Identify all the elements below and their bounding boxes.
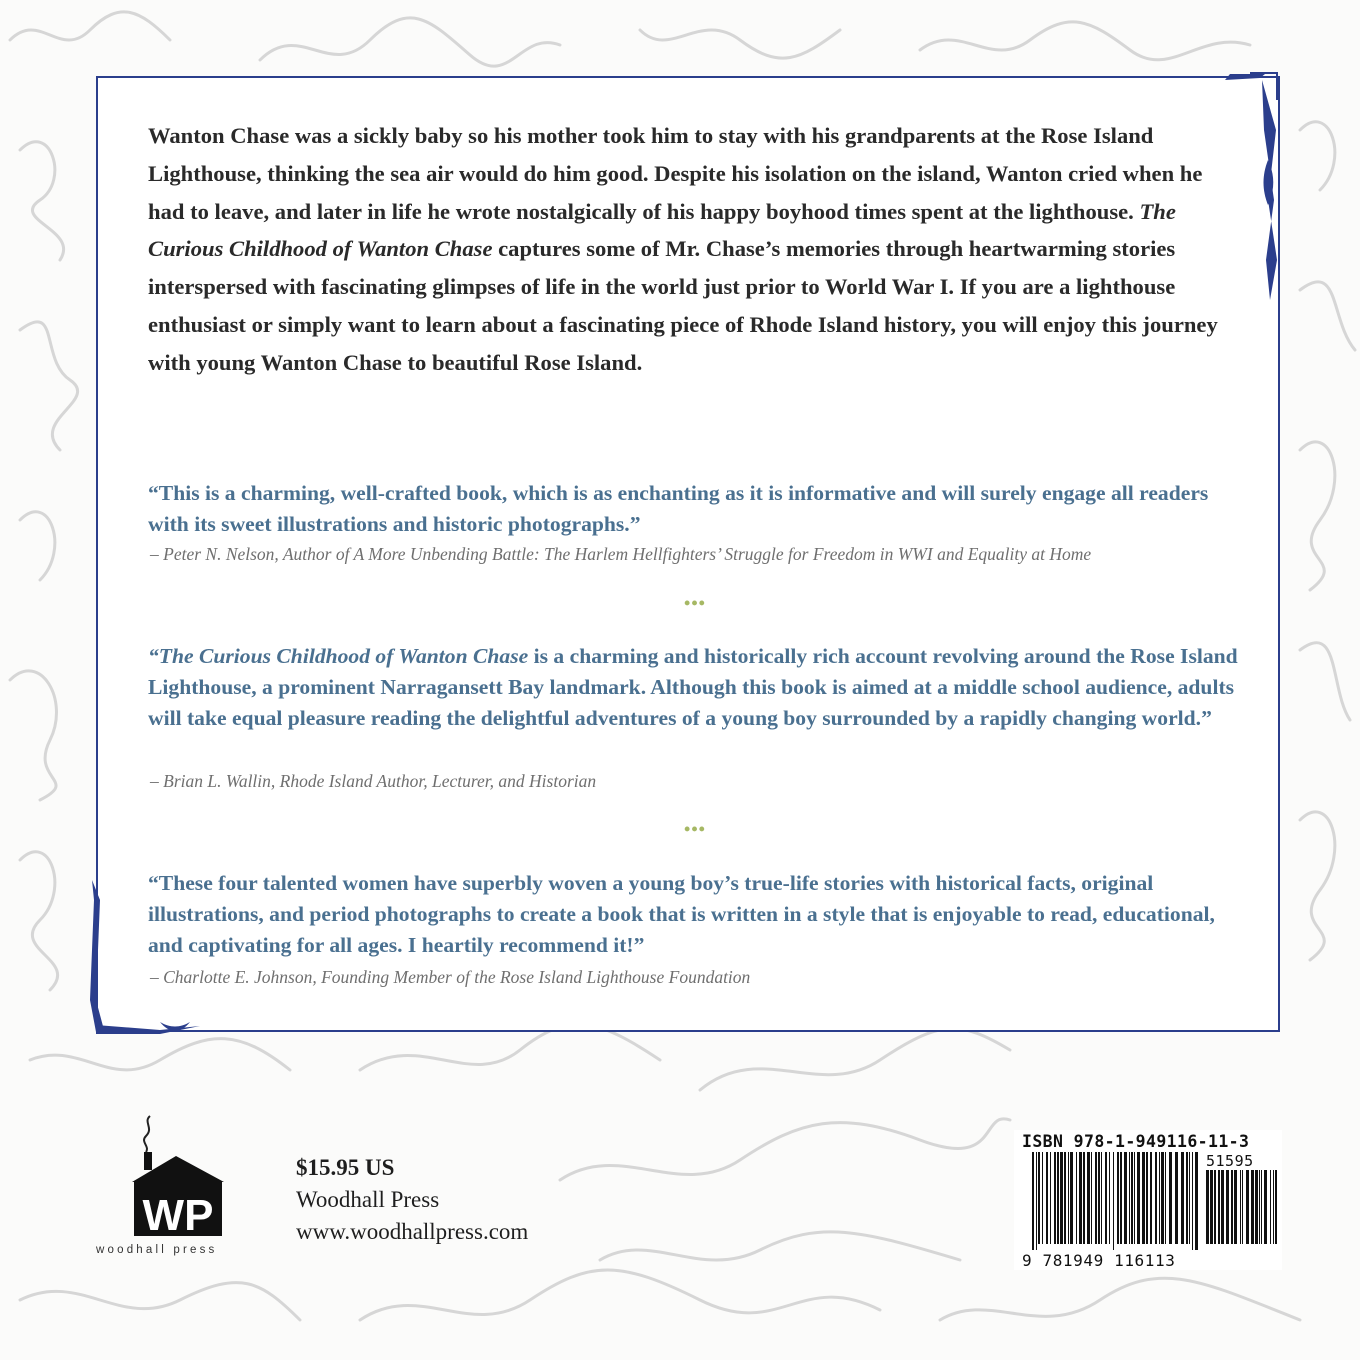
barcode-bar — [1255, 1170, 1258, 1244]
barcode-bar — [1259, 1170, 1260, 1244]
barcode-bar — [1231, 1170, 1233, 1244]
barcode-bar — [1206, 1170, 1209, 1244]
barcode-bar — [1214, 1170, 1216, 1244]
barcode-bar — [1095, 1152, 1097, 1244]
barcode-bar — [1036, 1152, 1037, 1250]
barcode-bar — [1251, 1170, 1254, 1244]
review-quote-2 — [148, 641, 1248, 734]
barcode-bar — [1155, 1152, 1157, 1244]
barcode-bar — [1032, 1152, 1034, 1250]
barcode-bar — [1226, 1170, 1229, 1244]
barcode-bar — [1218, 1170, 1220, 1244]
barcode-bar — [1273, 1170, 1274, 1244]
barcode-bar — [1169, 1152, 1172, 1244]
book-description-part2: captures some of Mr. Chase’s memories through heartwarming stories interspersed with fascinating glimpses of life in the world just prior to World War I. If you are a lighthouse enthusiast or simply want to learn about a fascinating piece of Rhode Island history, you will enjoy this journey with young Wanton Chase to beautiful Rose Island. — [148, 236, 1218, 375]
barcode-bar — [1046, 1152, 1048, 1244]
barcode-bar — [1181, 1152, 1184, 1244]
publisher-name: Woodhall Press — [296, 1187, 440, 1212]
barcode-digits: 9 781949 116113 — [1022, 1251, 1176, 1270]
isbn-text: ISBN 978-1-949116-11-3 — [1022, 1132, 1250, 1151]
barcode-bar — [1060, 1152, 1063, 1244]
barcode-bar — [1142, 1152, 1145, 1244]
review-quote-2-text: is a charming and historically rich account revolving around the Rose Island Lighthouse, a prominent Narragansett Bay landmark. Although this book is aimed at a middle school audience, adults will take equal pleasure reading the delightful adventures of a young boy surrounded by a rapidly changing world.” — [148, 644, 1238, 730]
barcode-bar — [1159, 1152, 1160, 1244]
barcode-bar — [1087, 1152, 1090, 1244]
barcode-bar — [1210, 1170, 1213, 1244]
separator-dots-2: ••• — [684, 819, 706, 839]
barcode-bar — [1109, 1152, 1110, 1244]
barcode-bar — [1079, 1152, 1082, 1244]
barcode-bar — [1113, 1152, 1114, 1250]
price-publisher-block — [296, 1152, 528, 1248]
price-code: 51595 — [1206, 1152, 1254, 1170]
barcode-bar — [1124, 1152, 1127, 1244]
barcode-bar — [1150, 1152, 1152, 1244]
barcode-bar — [1165, 1152, 1166, 1244]
barcode-bar — [1131, 1152, 1133, 1244]
barcode-bar — [1054, 1152, 1056, 1244]
barcode-bar — [1137, 1152, 1140, 1244]
review-attribution-3: – Charlotte E. Johnson, Founding Member of the Rose Island Lighthouse Foundation — [150, 967, 751, 987]
barcode-bar — [1240, 1170, 1241, 1244]
price: $15.95 US — [296, 1155, 395, 1180]
barcode-bar — [1134, 1152, 1135, 1244]
review-quote-1: “This is a charming, well-crafted book, which is as enchanting as it is informative and will surely engage all readers with its sweet illustrations and historic photographs.” — [148, 481, 1209, 536]
barcode-bar — [1042, 1152, 1043, 1244]
barcode-bar — [1064, 1152, 1066, 1244]
barcode-bar — [1120, 1152, 1122, 1244]
review-attribution-2: – Brian L. Wallin, Rhode Island Author, Lecturer, and Historian — [150, 771, 597, 791]
barcode-bar — [1068, 1152, 1069, 1244]
book-title-inline: The Curious Childhood of Wanton Chase — [148, 198, 1176, 262]
barcode-bar — [1057, 1152, 1059, 1244]
review-quote-2-title: “The Curious Childhood of Wanton Chase — [148, 644, 529, 668]
review-attribution-1: – Peter N. Nelson, Author of A More Unbending Battle: The Harlem Hellfighters’ Struggle for Freedom in WWI and Equality at Home — [150, 544, 1092, 564]
barcode-bar — [1264, 1170, 1267, 1244]
barcode-bar — [1038, 1152, 1040, 1244]
barcode-bar — [1076, 1152, 1077, 1244]
barcode-bar — [1101, 1152, 1102, 1244]
barcode-bar — [1117, 1152, 1119, 1244]
barcode-bar — [1070, 1152, 1073, 1244]
barcode-bar — [1105, 1152, 1107, 1244]
woodhall-press-logo — [88, 1110, 268, 1260]
barcode-bar — [1275, 1170, 1277, 1244]
publisher-url: www.woodhallpress.com — [296, 1219, 529, 1244]
book-description-part1: Wanton Chase was a sickly baby so his mother took him to stay with his grandparents at the Rose Island Lighthouse, thinking the sea air would do him good. Despite his isolation on the island, Wanton cried when he had to leave, and later in life he wrote nostalgically of his happy boyhood times spent at the lighthouse. — [148, 123, 1203, 224]
review-quote-3: “These four talented women have superbly woven a young boy’s true-life stories with historical facts, original illustrations, and period photographs to create a book that is written in a style that is enjoyable to read, educational, and captivating for all ages. I heartily recommend it!” — [148, 871, 1215, 957]
barcode-bar — [1161, 1152, 1164, 1244]
book-description — [148, 117, 1228, 382]
barcode-bar — [1195, 1152, 1198, 1250]
barcode-bar — [1261, 1170, 1262, 1244]
separator-dots-1: ••• — [684, 593, 706, 613]
barcode-bar — [1083, 1152, 1085, 1244]
logo-text: woodhall press — [96, 1244, 218, 1256]
barcode-bars — [1020, 1152, 1280, 1252]
logo-letters: WP — [142, 1191, 214, 1240]
barcode-bar — [1192, 1152, 1193, 1250]
barcode-bar — [1186, 1152, 1188, 1244]
barcode-bar — [1189, 1152, 1190, 1244]
barcode-bar — [1091, 1152, 1092, 1244]
barcode-bar — [1050, 1152, 1051, 1244]
barcode-bar — [1234, 1170, 1237, 1244]
barcode-bar — [1175, 1152, 1178, 1244]
barcode-bar — [1129, 1152, 1130, 1244]
barcode-bar — [1270, 1170, 1271, 1244]
barcode-bar — [1246, 1170, 1249, 1244]
barcode-bar — [1221, 1170, 1224, 1244]
barcode-bar — [1146, 1152, 1148, 1244]
barcode-bar — [1098, 1152, 1100, 1244]
barcode-bar — [1242, 1170, 1243, 1244]
